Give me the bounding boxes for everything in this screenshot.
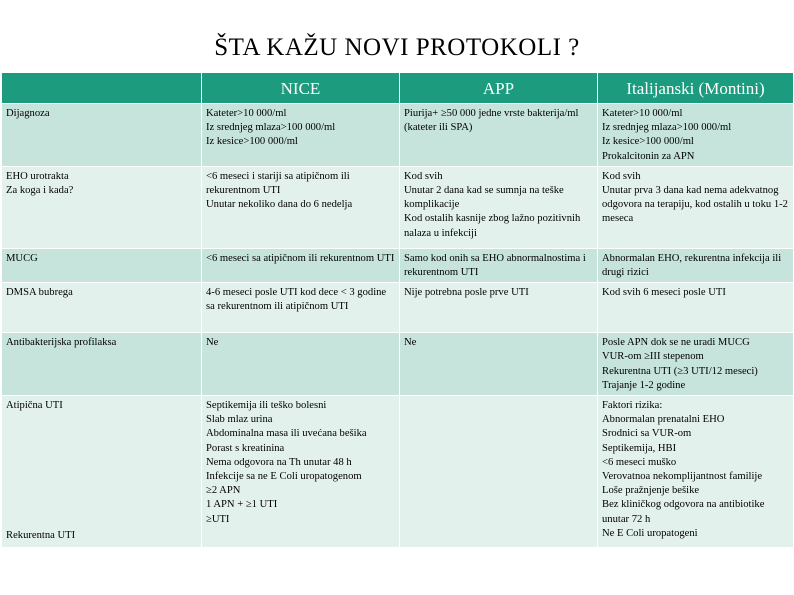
cell-line: 1 APN + ≥1 UTI xyxy=(206,499,278,511)
nice-cell xyxy=(202,396,400,548)
cell-line: Loše pražnjenje bešike xyxy=(602,485,700,497)
cell-line: Ne E Coli uropatogeni xyxy=(602,527,698,539)
cell-line: Trajanje 1-2 godine xyxy=(602,379,686,391)
montini-cell xyxy=(598,283,794,333)
app-cell xyxy=(400,248,598,282)
app-cell xyxy=(400,104,598,167)
cell-line: 4-6 meseci posle UTI kod dece < 3 godine sa rekurentnom ili atipičnom UTI xyxy=(206,287,387,313)
cell-line: Srodnici sa VUR-om xyxy=(602,428,692,440)
cell-line: Iz kesice>100 000/ml xyxy=(206,136,298,148)
nice-cell xyxy=(202,248,400,282)
row-label-cell xyxy=(2,396,202,548)
cell-line: Abnormalan EHO, rekurentna infekcija ili drugi rizici xyxy=(602,252,782,279)
row-label-cell xyxy=(2,104,202,167)
cell-line: Septikemija, HBI xyxy=(602,442,677,454)
cell-line: Kateter>10 000/ml xyxy=(206,108,287,119)
table-row xyxy=(2,166,794,248)
table-row xyxy=(2,248,794,282)
cell-line: Iz srednjeg mlaza>100 000/ml xyxy=(602,122,732,134)
cell-line: Za koga i kada? xyxy=(6,185,74,197)
cell-line: <6 meseci i stariji sa atipičnom ili rekurentnom UTI xyxy=(206,170,350,197)
cell-line: <6 meseci sa atipičnom ili rekurentnom UTI xyxy=(206,252,395,264)
header-app: APP xyxy=(400,73,598,104)
row-label-cell xyxy=(2,333,202,396)
cell-line: Abdominalna masa ili uvećana bešika xyxy=(206,428,367,440)
table-row xyxy=(2,104,794,167)
cell-line: Kateter>10 000/ml xyxy=(602,108,683,119)
cell-line: Kod svih 6 meseci posle UTI xyxy=(602,287,726,299)
montini-cell xyxy=(598,333,794,396)
row-label-cell xyxy=(2,283,202,333)
table-row xyxy=(2,396,794,548)
table-row xyxy=(2,283,794,333)
cell-line: Verovatnoa nekomplijantnost familije xyxy=(602,471,763,483)
app-cell xyxy=(400,396,598,548)
row-label-bottom: Rekurentna UTI xyxy=(6,529,76,541)
nice-cell xyxy=(202,166,400,248)
cell-line: Unutar prva 3 dana kad nema adekvatnog odgovora na terapiju, kod ostalih u toku 1-2 meseca xyxy=(602,185,788,225)
header-montini: Italijanski (Montini) xyxy=(598,73,794,104)
cell-line: Unutar 2 dana kad se sumnja na teške komplikacije xyxy=(404,185,564,211)
cell-line: Piurija+ ≥50 000 jedne vrste bakterija/ml (kateter ili SPA) xyxy=(404,108,579,134)
cell-line: Samo kod onih sa EHO abnormalnostima i rekurentnom UTI xyxy=(404,252,586,279)
cell-line: ≥2 APN xyxy=(206,485,241,497)
row-label-cell xyxy=(2,248,202,282)
cell-line: Prokalcitonin za APN xyxy=(602,150,695,162)
cell-line: Porast s kreatinina xyxy=(206,442,285,454)
header-nice: NICE xyxy=(202,73,400,104)
cell-line: Antibakterijska profilaksa xyxy=(6,337,117,349)
row-label-cell xyxy=(2,166,202,248)
app-cell xyxy=(400,283,598,333)
cell-line: Kod svih xyxy=(404,170,443,182)
cell-line: Unutar nekoliko dana do 6 nedelja xyxy=(206,199,353,211)
cell-line: Iz srednjeg mlaza>100 000/ml xyxy=(206,122,336,134)
nice-cell xyxy=(202,283,400,333)
nice-cell xyxy=(202,104,400,167)
cell-line: Ne xyxy=(206,337,219,349)
cell-line: ≥UTI xyxy=(206,513,230,525)
cell-line: Iz kesice>100 000/ml xyxy=(602,136,694,148)
cell-line: DMSA bubrega xyxy=(6,287,73,299)
cell-line: Nije potrebna posle prve UTI xyxy=(404,287,529,299)
cell-line: Kod ostalih kasnije zbog lažno pozitivnih nalaza u infekciji xyxy=(404,213,581,239)
nice-cell xyxy=(202,333,400,396)
cell-line: Atipična UTI xyxy=(6,400,63,412)
table-row xyxy=(2,333,794,396)
page-title: ŠTA KAŽU NOVI PROTOKOLI ? xyxy=(214,34,580,61)
cell-line: Septikemija ili teško bolesni xyxy=(206,400,327,412)
montini-cell xyxy=(598,104,794,167)
protocol-table xyxy=(1,72,794,548)
cell-line: Ne xyxy=(404,337,417,349)
cell-line: Rekurentna UTI (≥3 UTI/12 meseci) xyxy=(602,365,758,377)
cell-line: Dijagnoza xyxy=(6,108,50,119)
montini-cell xyxy=(598,248,794,282)
cell-line: Slab mlaz urina xyxy=(206,414,273,426)
cell-line: MUCG xyxy=(6,252,38,264)
cell-line: Faktori rizika: xyxy=(602,400,663,412)
cell-line: EHO urotrakta xyxy=(6,170,69,182)
table-header-row xyxy=(2,73,794,104)
montini-cell xyxy=(598,396,794,548)
montini-cell xyxy=(598,166,794,248)
cell-line: Posle APN dok se ne uradi MUCG xyxy=(602,337,750,349)
cell-line: Nema odgovora na Th unutar 48 h xyxy=(206,456,352,468)
app-cell xyxy=(400,166,598,248)
cell-line: <6 meseci muško xyxy=(602,456,677,468)
cell-line: Infekcije sa ne E Coli uropatogenom xyxy=(206,471,362,483)
cell-line: Kod svih xyxy=(602,170,641,182)
cell-line: Abnormalan prenatalni EHO xyxy=(602,414,725,426)
header-empty-cell xyxy=(2,73,202,104)
cell-line: Bez kliničkog odgovora na antibiotike unutar 72 h xyxy=(602,499,765,525)
app-cell xyxy=(400,333,598,396)
cell-line: VUR-om ≥III stepenom xyxy=(602,351,704,363)
